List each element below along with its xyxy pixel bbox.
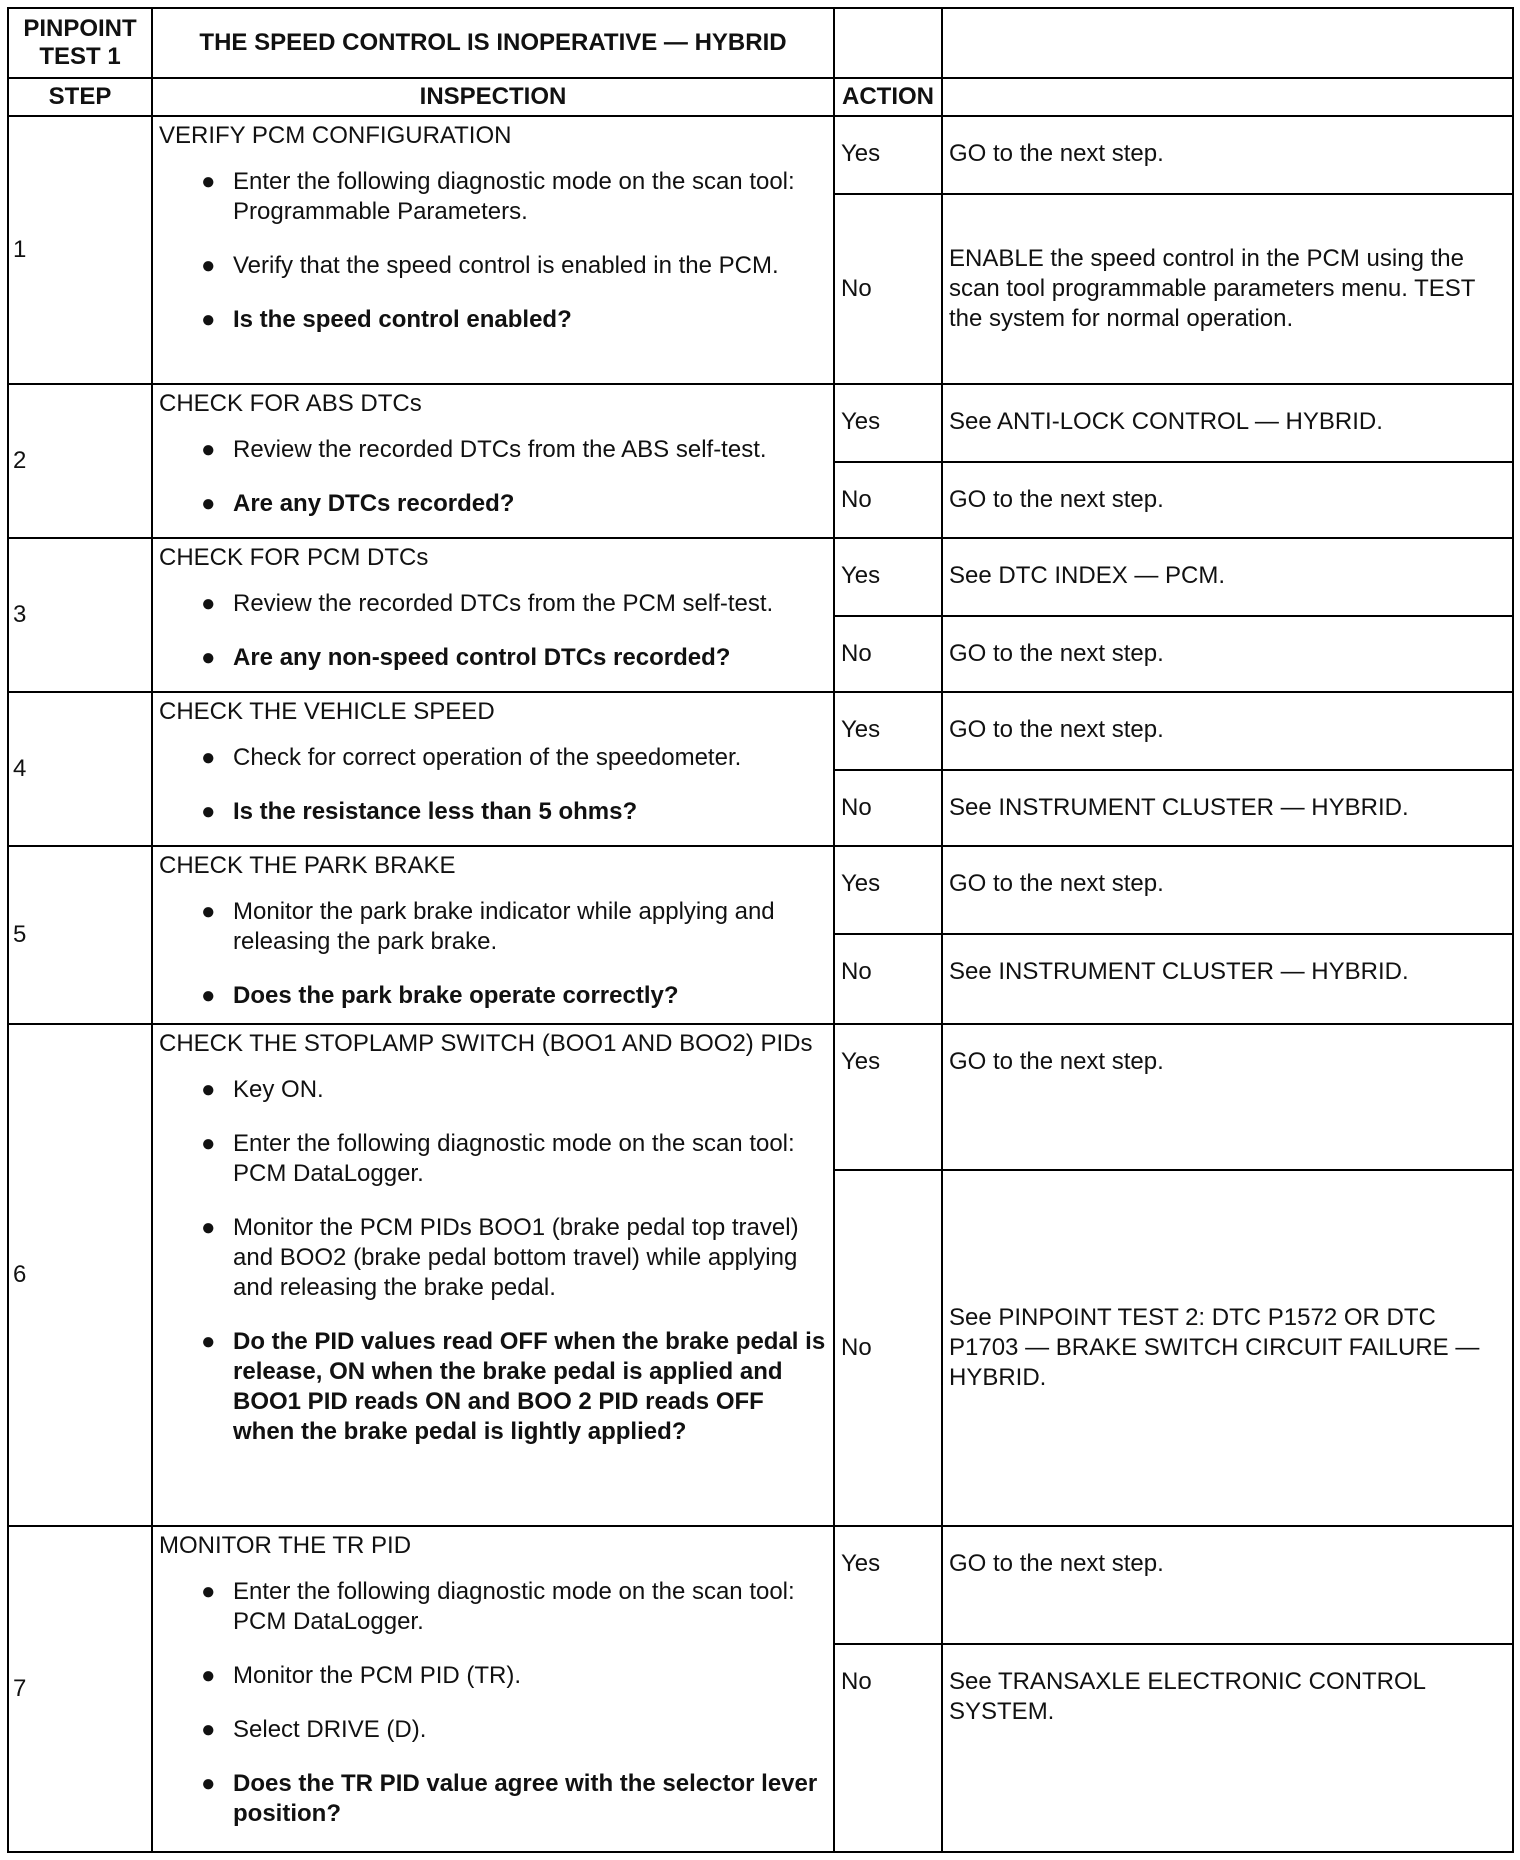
header-blank-cell (834, 8, 942, 78)
inspection-cell (152, 384, 834, 538)
page-title: THE SPEED CONTROL IS INOPERATIVE — HYBRID (152, 8, 834, 78)
question-text: Is the speed control enabled? (233, 306, 572, 333)
inspection-question (159, 643, 827, 673)
yes-action: See DTC INDEX — PCM. (942, 538, 1513, 616)
bullet-icon: ● (201, 1214, 216, 1241)
step-number: 2 (8, 384, 152, 538)
bullet-text: Key ON. (233, 1076, 324, 1103)
bullet-icon: ● (201, 1130, 216, 1157)
bullet-text: Monitor the PCM PIDs BOO1 (brake pedal top travel) and BOO2 (brake pedal bottom travel) while applying and releasing the brake pedal. (233, 1214, 799, 1301)
answer-no: No (834, 934, 942, 1024)
inspection-bullet-list (159, 1075, 827, 1447)
inspection-bullet (159, 251, 827, 281)
bullet-icon: ● (201, 306, 216, 333)
step-number: 6 (8, 1024, 152, 1526)
answer-yes: Yes (834, 846, 942, 934)
answer-no: No (834, 1644, 942, 1852)
bullet-icon: ● (201, 798, 216, 825)
bullet-icon: ● (201, 590, 216, 617)
inspection-bullet (159, 435, 827, 465)
no-action: See INSTRUMENT CLUSTER — HYBRID. (942, 770, 1513, 846)
step-caption: CHECK THE PARK BRAKE (159, 852, 456, 879)
pinpoint-label: PINPOINT TEST 1 (8, 8, 152, 78)
step-caption: MONITOR THE TR PID (159, 1532, 412, 1559)
inspection-question (159, 1769, 827, 1829)
answer-no: No (834, 770, 942, 846)
inspection-question (159, 489, 827, 519)
inspection-bullet-list (159, 1577, 827, 1829)
bullet-text: Enter the following diagnostic mode on the scan tool: PCM DataLogger. (233, 1130, 795, 1187)
inspection-cell (152, 692, 834, 846)
inspection-cell (152, 538, 834, 692)
question-text: Is the resistance less than 5 ohms? (233, 798, 638, 825)
column-header-blank (942, 78, 1513, 116)
bullet-text: Monitor the PCM PID (TR). (233, 1662, 522, 1689)
inspection-question (159, 797, 827, 827)
bullet-icon: ● (201, 1328, 216, 1355)
inspection-cell (152, 116, 834, 384)
column-header-row (8, 78, 1513, 116)
inspection-bullet (159, 1075, 827, 1105)
inspection-bullet (159, 1129, 827, 1189)
question-text: Are any non-speed control DTCs recorded? (233, 644, 731, 671)
bullet-text: Monitor the park brake indicator while applying and releasing the park brake. (233, 898, 775, 955)
inspection-bullet (159, 589, 827, 619)
answer-no: No (834, 1170, 942, 1526)
question-text: Do the PID values read OFF when the brake pedal is release, ON when the brake pedal is applied and BOO1 PID reads ON and BOO 2 PID reads OFF when the brake pedal is lightly applied? (233, 1328, 826, 1445)
bullet-text: Check for correct operation of the speedometer. (233, 744, 742, 771)
step-number: 7 (8, 1526, 152, 1852)
step-number: 3 (8, 538, 152, 692)
bullet-icon: ● (201, 168, 216, 195)
yes-action: GO to the next step. (942, 1024, 1513, 1170)
inspection-question (159, 981, 827, 1011)
inspection-cell (152, 846, 834, 1024)
bullet-text: Review the recorded DTCs from the ABS self-test. (233, 436, 767, 463)
step-caption: CHECK FOR PCM DTCs (159, 544, 429, 571)
bullet-icon: ● (201, 252, 216, 279)
bullet-icon: ● (201, 1076, 216, 1103)
answer-yes: Yes (834, 116, 942, 194)
bullet-text: Enter the following diagnostic mode on the scan tool: Programmable Parameters. (233, 168, 795, 225)
bullet-icon: ● (201, 436, 216, 463)
bullet-icon: ● (201, 1662, 216, 1689)
bullet-text: Verify that the speed control is enabled in the PCM. (233, 252, 779, 279)
yes-action: GO to the next step. (942, 692, 1513, 770)
table-row (8, 1526, 1513, 1644)
column-header-step: STEP (8, 78, 152, 116)
step-caption: CHECK FOR ABS DTCs (159, 390, 422, 417)
no-action: GO to the next step. (942, 462, 1513, 538)
no-action: See PINPOINT TEST 2: DTC P1572 OR DTC P1703 — BRAKE SWITCH CIRCUIT FAILURE — HYBRID. (942, 1170, 1513, 1526)
inspection-bullet-list (159, 435, 827, 519)
bullet-icon: ● (201, 1716, 216, 1743)
step-number: 1 (8, 116, 152, 384)
question-text: Does the park brake operate correctly? (233, 982, 679, 1009)
inspection-bullet (159, 167, 827, 227)
answer-no: No (834, 194, 942, 384)
header-blank-cell (942, 8, 1513, 78)
yes-action: GO to the next step. (942, 846, 1513, 934)
bullet-icon: ● (201, 898, 216, 925)
table-row (8, 1024, 1513, 1170)
inspection-question (159, 305, 827, 335)
bullet-icon: ● (201, 644, 216, 671)
inspection-bullet (159, 743, 827, 773)
no-action: See TRANSAXLE ELECTRONIC CONTROL SYSTEM. (942, 1644, 1513, 1852)
answer-no: No (834, 462, 942, 538)
inspection-question (159, 1327, 827, 1447)
step-caption: CHECK THE STOPLAMP SWITCH (BOO1 AND BOO2) PIDs (159, 1030, 813, 1057)
steps-body (8, 116, 1513, 1852)
no-action: ENABLE the speed control in the PCM using the scan tool programmable parameters menu. TEST the system for normal operation. (942, 194, 1513, 384)
pinpoint-test-document (7, 7, 1512, 1853)
no-action: See INSTRUMENT CLUSTER — HYBRID. (942, 934, 1513, 1024)
inspection-bullet (159, 897, 827, 957)
step-caption: VERIFY PCM CONFIGURATION (159, 122, 512, 149)
inspection-bullet (159, 1715, 827, 1745)
table-title-row (8, 8, 1513, 78)
bullet-icon: ● (201, 982, 216, 1009)
inspection-bullet-list (159, 167, 827, 335)
yes-action: GO to the next step. (942, 116, 1513, 194)
question-text: Are any DTCs recorded? (233, 490, 515, 517)
bullet-icon: ● (201, 490, 216, 517)
step-number: 4 (8, 692, 152, 846)
answer-yes: Yes (834, 692, 942, 770)
table-row (8, 116, 1513, 194)
bullet-text: Select DRIVE (D). (233, 1716, 427, 1743)
inspection-cell (152, 1526, 834, 1852)
inspection-bullet-list (159, 897, 827, 1011)
answer-yes: Yes (834, 1526, 942, 1644)
bullet-icon: ● (201, 744, 216, 771)
table-row (8, 384, 1513, 462)
answer-no: No (834, 616, 942, 692)
answer-yes: Yes (834, 1024, 942, 1170)
answer-yes: Yes (834, 538, 942, 616)
inspection-bullet-list (159, 589, 827, 673)
bullet-icon: ● (201, 1578, 216, 1605)
inspection-cell (152, 1024, 834, 1526)
step-number: 5 (8, 846, 152, 1024)
yes-action: GO to the next step. (942, 1526, 1513, 1644)
yes-action: See ANTI-LOCK CONTROL — HYBRID. (942, 384, 1513, 462)
bullet-text: Enter the following diagnostic mode on the scan tool: PCM DataLogger. (233, 1578, 795, 1635)
table-row (8, 538, 1513, 616)
table-row (8, 692, 1513, 770)
column-header-inspection: INSPECTION (152, 78, 834, 116)
step-caption: CHECK THE VEHICLE SPEED (159, 698, 495, 725)
question-text: Does the TR PID value agree with the selector lever position? (233, 1770, 818, 1827)
table-row (8, 846, 1513, 934)
pinpoint-test-table (7, 7, 1514, 1853)
inspection-bullet (159, 1577, 827, 1637)
inspection-bullet-list (159, 743, 827, 827)
answer-yes: Yes (834, 384, 942, 462)
inspection-bullet (159, 1661, 827, 1691)
no-action: GO to the next step. (942, 616, 1513, 692)
column-header-action: ACTION (834, 78, 942, 116)
inspection-bullet (159, 1213, 827, 1303)
bullet-text: Review the recorded DTCs from the PCM self-test. (233, 590, 774, 617)
bullet-icon: ● (201, 1770, 216, 1797)
